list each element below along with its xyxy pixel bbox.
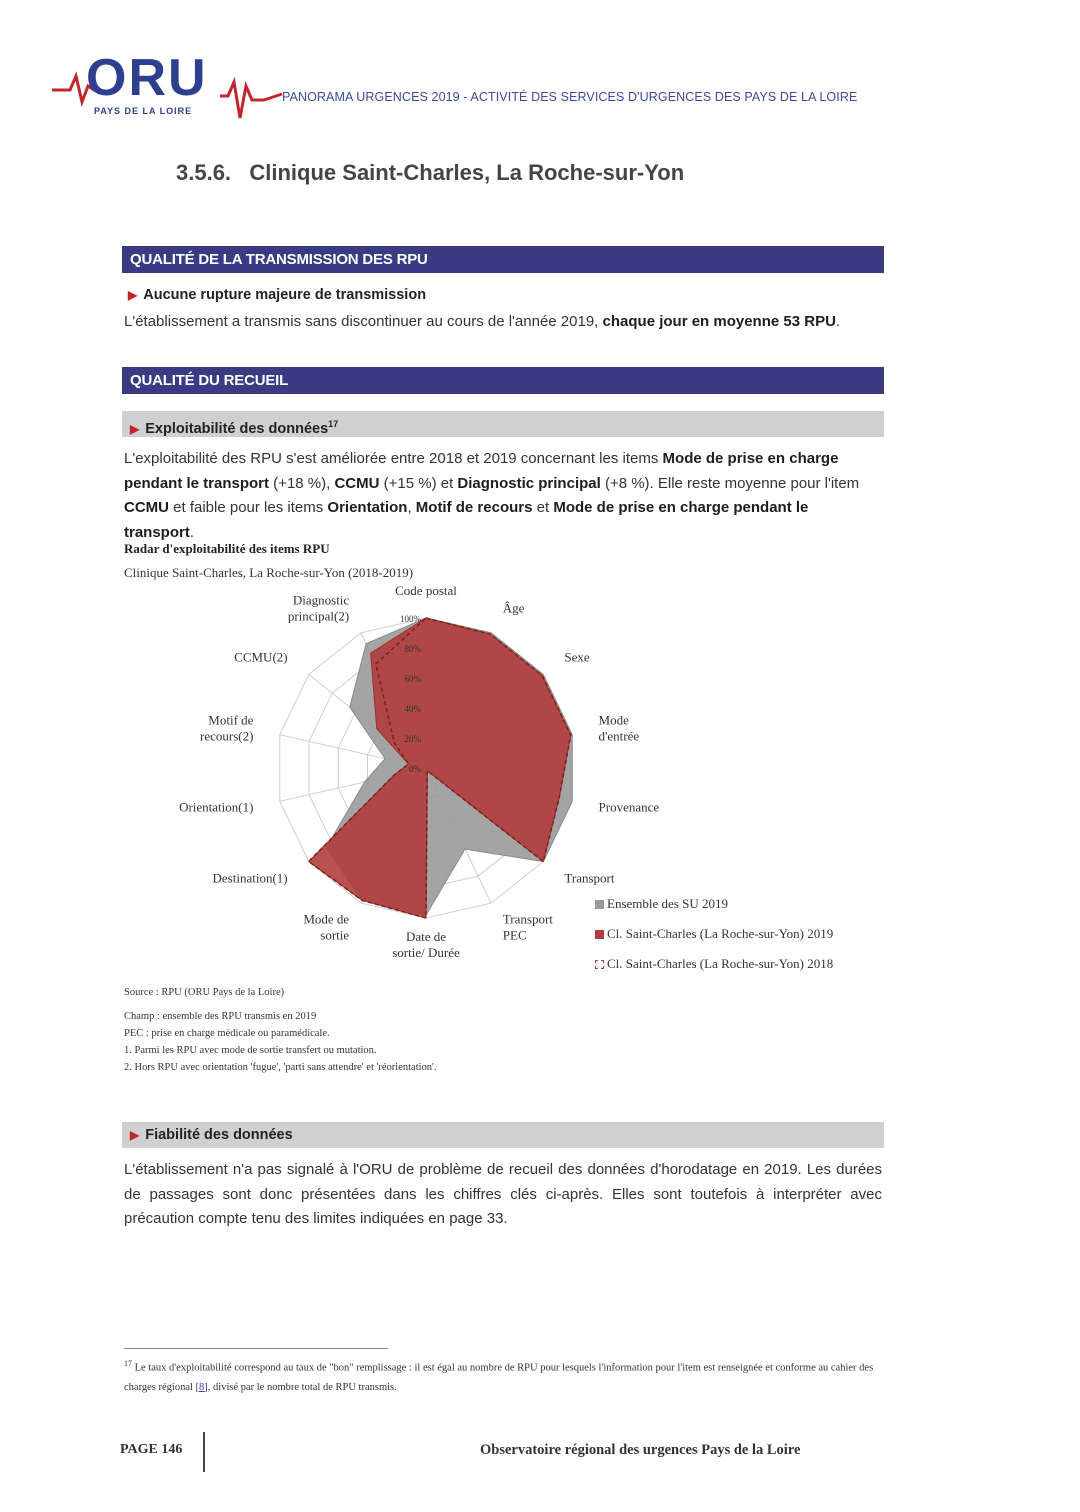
page-number: PAGE 146 [120, 1442, 183, 1457]
chart-note-pec: PEC : prise en charge médicale ou paramédicale. [124, 1028, 330, 1039]
footer-divider [203, 1432, 205, 1472]
triangle-bullet-icon: ▶ [130, 1128, 140, 1142]
logo-text: ORU [86, 49, 208, 107]
radar-axis-label: Âge [502, 600, 525, 616]
footnote-17: $^{17}$ Le taux d'exploitabilité correspond au taux de "bon" remplissage : il est égal au nombre de RPU pour lesquels l'information pour l'item est renseignée et conforme au cahier des charges régional [8], divisé par le nombre total de RPU transmis. [124, 1359, 874, 1393]
radar-tick-label: 0% [409, 764, 421, 774]
legend-item-ensemble: Ensemble des SU 2019 [595, 896, 833, 926]
legend-swatch-grey [595, 900, 604, 909]
exploitabilite-heading: ▶ Exploitabilité des données$^{17}$ [122, 411, 884, 437]
radar-axis-label: Mode d'entrée [598, 712, 640, 744]
legend-swatch-red [595, 930, 604, 939]
radar-axis-label: Transport [564, 870, 615, 886]
chart-note-2: 2. Hors RPU avec orientation 'fugue', 'parti sans attendre' et 'réorientation'. [124, 1062, 437, 1073]
footnote-rule [124, 1348, 388, 1349]
chart-legend [595, 896, 833, 986]
radar-tick-label: 80% [404, 644, 421, 654]
legend-swatch-dashed [595, 960, 604, 969]
radar-axis-label: Code postal [395, 583, 457, 598]
exploitabilite-paragraph: L'exploitabilité des RPU s'est améliorée entre 2018 et 2019 concernant les items Mode de prise en charge pendant le transport (+18 %), CCMU (+15 %) et Diagnostic principal (+8 %). Elle reste moyenne pour l'item CCMU et faible pour les items Orientation, Motif de recours et Mode de prise en charge pendant le transport. [124, 450, 860, 541]
logo-subtitle: PAYS DE LA LOIRE [94, 106, 193, 116]
chart-source: Source : RPU (ORU Pays de la Loire) [124, 987, 285, 998]
radar-tick-label: 40% [404, 704, 421, 714]
radar-axis-label: CCMU(2) [234, 649, 288, 665]
radar-chart [160, 583, 660, 970]
chart-note-1: 1. Parmi les RPU avec mode de sortie transfert ou mutation. [124, 1045, 377, 1056]
section-title: 3.5.6. Clinique Saint-Charles, La Roche-sur-Yon [176, 160, 685, 185]
chart-title: Radar d'exploitabilité des items RPU [124, 541, 330, 556]
fiabilite-heading: ▶ Fiabilité des données [122, 1122, 884, 1148]
radar-axis-label: Diagnostic principal(2) [287, 592, 350, 624]
triangle-bullet-icon: ▶ [130, 421, 140, 436]
radar-tick-label: 100% [400, 614, 421, 624]
footer-organization: Observatoire régional des urgences Pays de la Loire [480, 1442, 801, 1458]
radar-axis-label: Orientation(1) [179, 799, 254, 815]
footnote-reference-link[interactable]: [8] [195, 1381, 208, 1393]
chart-note-champ: Champ : ensemble des RPU transmis en 2019 [124, 1011, 317, 1022]
radar-axis-label: Sexe [564, 649, 590, 665]
transmission-paragraph: L'établissement a transmis sans discontinuer au cours de l'année 2019, chaque jour en moyenne 53 RPU. [124, 313, 841, 330]
radar-tick-label: 60% [404, 674, 421, 684]
fiabilite-paragraph: L'établissement n'a pas signalé à l'ORU de problème de recueil des données d'horodatage en 2019. Les durées de passages sont donc présentées dans les chiffres clés ci-après. Elles sont toutefois à interpréter avec précaution compte tenu des limites indiquées en page 33. [124, 1161, 882, 1227]
legend-item-2018: Cl. Saint-Charles (La Roche-sur-Yon) 2018 [595, 956, 833, 986]
triangle-bullet-icon: ▶ [128, 288, 138, 302]
band-transmission: QUALITÉ DE LA TRANSMISSION DES RPU [122, 246, 884, 273]
legend-item-2019: Cl. Saint-Charles (La Roche-sur-Yon) 2019 [595, 926, 833, 956]
radar-axis-label: Mode de sortie [303, 911, 350, 943]
transmission-heading: ▶ Aucune rupture majeure de transmission [128, 287, 427, 303]
band-recueil: QUALITÉ DU RECUEIL [122, 367, 884, 394]
radar-tick-label: 20% [404, 734, 421, 744]
header-title: PANORAMA URGENCES 2019 - ACTIVITÉ DES SERVICES D'URGENCES DES PAYS DE LA LOIRE [282, 90, 858, 104]
radar-axis-label: Date de sortie/ Durée [392, 929, 460, 960]
radar-axis-label: Destination(1) [212, 870, 288, 886]
chart-subtitle: Clinique Saint-Charles, La Roche-sur-Yon (2018-2019) [124, 565, 414, 580]
radar-axis-label: Provenance [598, 799, 660, 815]
radar-axis-label: Motif de recours(2) [200, 712, 254, 744]
radar-axis-label: Transport PEC [502, 911, 553, 943]
